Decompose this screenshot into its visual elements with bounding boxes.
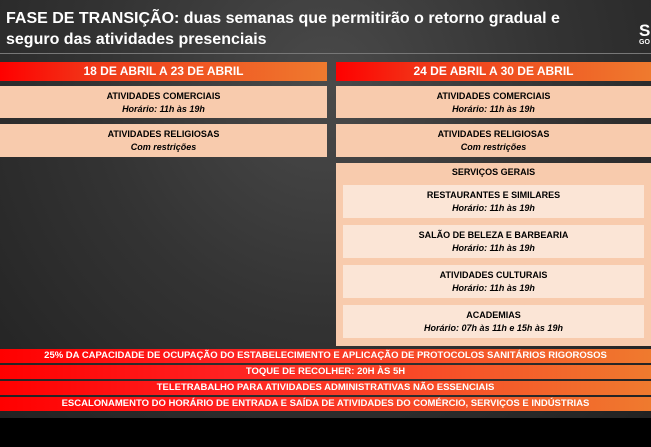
column-header-week-2: 24 DE ABRIL A 30 DE ABRIL	[336, 62, 651, 81]
card-title: ATIVIDADES RELIGIOSAS	[437, 129, 550, 139]
card-subtitle: Horário: 11h às 19h	[452, 104, 535, 114]
government-logo	[639, 22, 650, 46]
service-title: ACADEMIAS	[466, 310, 521, 320]
card-commercial	[336, 86, 651, 118]
card-subtitle: Com restrições	[460, 142, 527, 152]
card-title: ATIVIDADES RELIGIOSAS	[107, 129, 220, 139]
service-gyms	[343, 305, 644, 338]
service-title: SALÃO DE BELEZA E BARBEARIA	[418, 230, 569, 240]
divider	[0, 53, 651, 54]
column-header-week-1: 18 DE ABRIL A 23 DE ABRIL	[0, 62, 327, 81]
services-panel	[336, 163, 651, 346]
service-title: ATIVIDADES CULTURAIS	[439, 270, 548, 280]
service-title: RESTAURANTES E SIMILARES	[426, 190, 561, 200]
service-salon	[343, 225, 644, 258]
rule-bar-capacity: 25% DA CAPACIDADE DE OCUPAÇÃO DO ESTABELECIMENTO E APLICAÇÃO DE PROTOCOLOS SANITÁRIOS RIGOROSOS	[0, 349, 651, 363]
card-subtitle: Com restrições	[130, 142, 197, 152]
card-religious	[336, 124, 651, 157]
service-hours: Horário: 11h às 19h	[452, 283, 535, 293]
service-restaurants	[343, 185, 644, 218]
services-header: SERVIÇOS GERAIS	[451, 167, 536, 177]
slide-title: FASE DE TRANSIÇÃO: duas semanas que permitirão o retorno gradual e seguro das atividades presenciais	[6, 10, 560, 48]
card-religious	[0, 124, 327, 157]
service-hours: Horário: 11h às 19h	[452, 203, 535, 213]
service-hours: Horário: 07h às 11h e 15h às 19h	[424, 323, 563, 333]
rule-bar-telework: TELETRABALHO PARA ATIVIDADES ADMINISTRATIVAS NÃO ESSENCIAIS	[0, 381, 651, 395]
card-commercial	[0, 86, 327, 118]
rule-bar-scheduling: ESCALONAMENTO DO HORÁRIO DE ENTRADA E SAÍDA DE ATIVIDADES DO COMÉRCIO, SERVIÇOS E INDÚSTRIAS	[0, 397, 651, 411]
card-title: ATIVIDADES COMERCIAIS	[436, 91, 551, 101]
card-title: ATIVIDADES COMERCIAIS	[106, 91, 221, 101]
service-cultural	[343, 265, 644, 298]
rule-bar-curfew: TOQUE DE RECOLHER: 20H ÀS 5H	[0, 365, 651, 379]
logo-letter: S	[639, 21, 651, 40]
logo-subtext: GO	[639, 39, 650, 46]
card-subtitle: Horário: 11h às 19h	[122, 104, 205, 114]
service-hours: Horário: 11h às 19h	[452, 243, 535, 253]
